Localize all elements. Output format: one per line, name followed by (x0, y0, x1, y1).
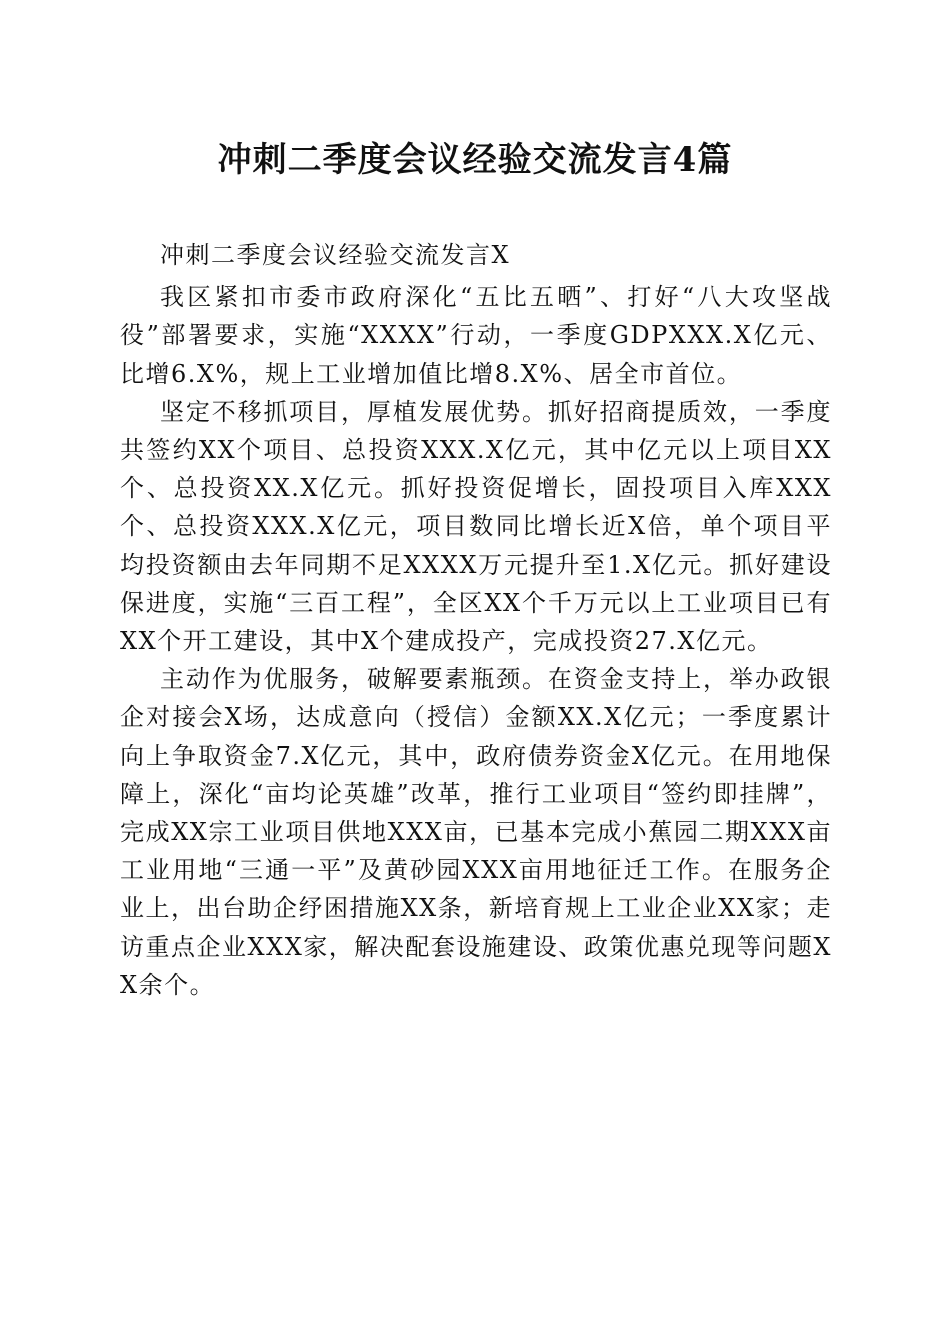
paragraph-projects: 坚定不移抓项目，厚植发展优势。抓好招商提质效，一季度共签约XX个项目、总投资XXX.X亿元，其中亿元以上项目XX个、总投资XX.X亿元。抓好投资促增长，固投项目入库XXX个、总投资XXX.X亿元，项目数同比增长近X倍，单个项目平均投资额由去年同期不足XXXX万元提升至1.X亿元。抓好建设保进度，实施“三百工程”，全区XX个千万元以上工业项目已有XX个开工建设，其中X个建成投产，完成投资27.X亿元。 (120, 397, 832, 656)
document-title: 冲刺二季度会议经验交流发言4篇 (217, 140, 733, 180)
paragraph-intro: 我区紧扣市委市政府深化“五比五晒”、打好“八大攻坚战役”部署要求，实施“XXXX”行动，一季度GDPXXX.X亿元、比增6.X%，规上工业增加值比增8.X%、居全市首位。 (120, 283, 832, 388)
section-subtitle: 冲刺二季度会议经验交流发言X (160, 241, 511, 269)
paragraph-services: 主动作为优服务，破解要素瓶颈。在资金支持上，举办政银企对接会X场，达成意向（授信）金额XX.X亿元；一季度累计向上争取资金7.X亿元，其中，政府债券资金X亿元。在用地保障上，深化“亩均论英雄”改革，推行工业项目“签约即挂牌”，完成XX宗工业项目供地XXX亩，已基本完成小蕉园二期XXX亩工业用地“三通一平”及黄砂园XXX亩用地征迁工作。在服务企业上，出台助企纾困措施XX条，新培育规上工业企业XX家；走访重点企业XXX家，解决配套设施建设、政策优惠兑现等问题XX余个。 (120, 665, 832, 999)
document-body (120, 236, 832, 1004)
